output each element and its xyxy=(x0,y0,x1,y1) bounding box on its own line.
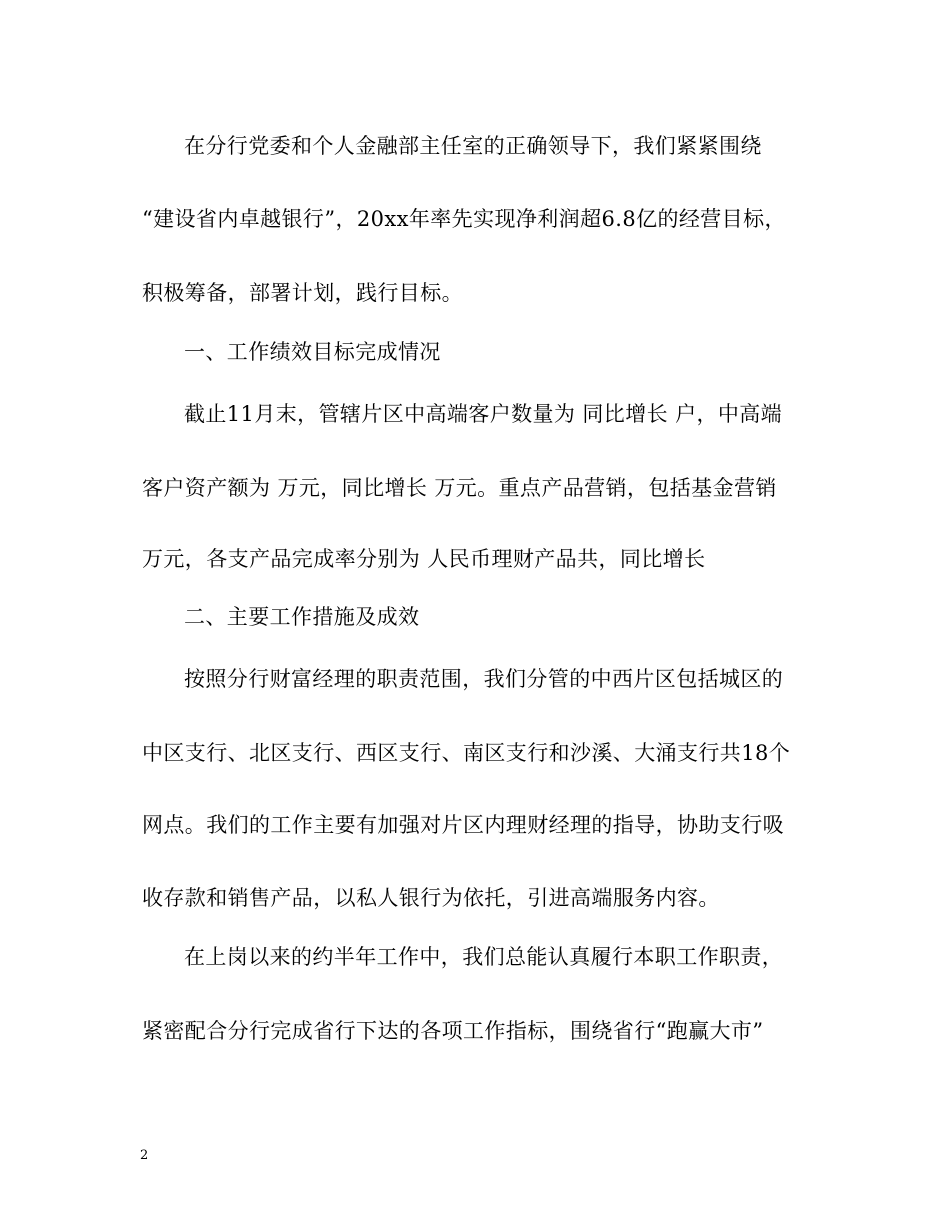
section-heading: 一、工作绩效目标完成情况 xyxy=(184,340,441,364)
paragraph-line: 紧密配合分行完成省行下达的各项工作指标，围绕省行“跑赢大市” xyxy=(142,1019,764,1043)
paragraph-line: 收存款和销售产品，以私人银行为依托，引进高端服务内容。 xyxy=(142,886,720,910)
paragraph-line: “建设省内卓越银行”，20xx年率先实现净利润超6.8亿的经营目标， xyxy=(142,207,786,231)
paragraph-line: 在上岗以来的约半年工作中，我们总能认真履行本职工作职责， xyxy=(184,945,784,969)
section-heading: 二、主要工作措施及成效 xyxy=(184,605,420,629)
paragraph-line: 积极筹备，部署计划，践行目标。 xyxy=(142,281,463,305)
paragraph-line: 网点。我们的工作主要有加强对片区内理财经理的指导，协助支行吸 xyxy=(142,813,784,837)
paragraph-line: 按照分行财富经理的职责范围，我们分管的中西片区包括城区的 xyxy=(184,667,784,691)
paragraph-line: 截止11月末，管辖片区中高端客户数量为 同比增长 户，中高端 xyxy=(184,402,783,426)
paragraph-line: 中区支行、北区支行、西区支行、南区支行和沙溪、大涌支行共18个 xyxy=(142,741,791,765)
paragraph-line: 在分行党委和个人金融部主任室的正确领导下，我们紧紧围绕 xyxy=(184,134,762,158)
paragraph-line: 万元，各支产品完成率分别为 人民币理财产品共，同比增长 xyxy=(142,547,706,571)
page-number: 2 xyxy=(140,1148,149,1163)
paragraph-line: 客户资产额为 万元，同比增长 万元。重点产品营销，包括基金营销 xyxy=(142,476,777,500)
